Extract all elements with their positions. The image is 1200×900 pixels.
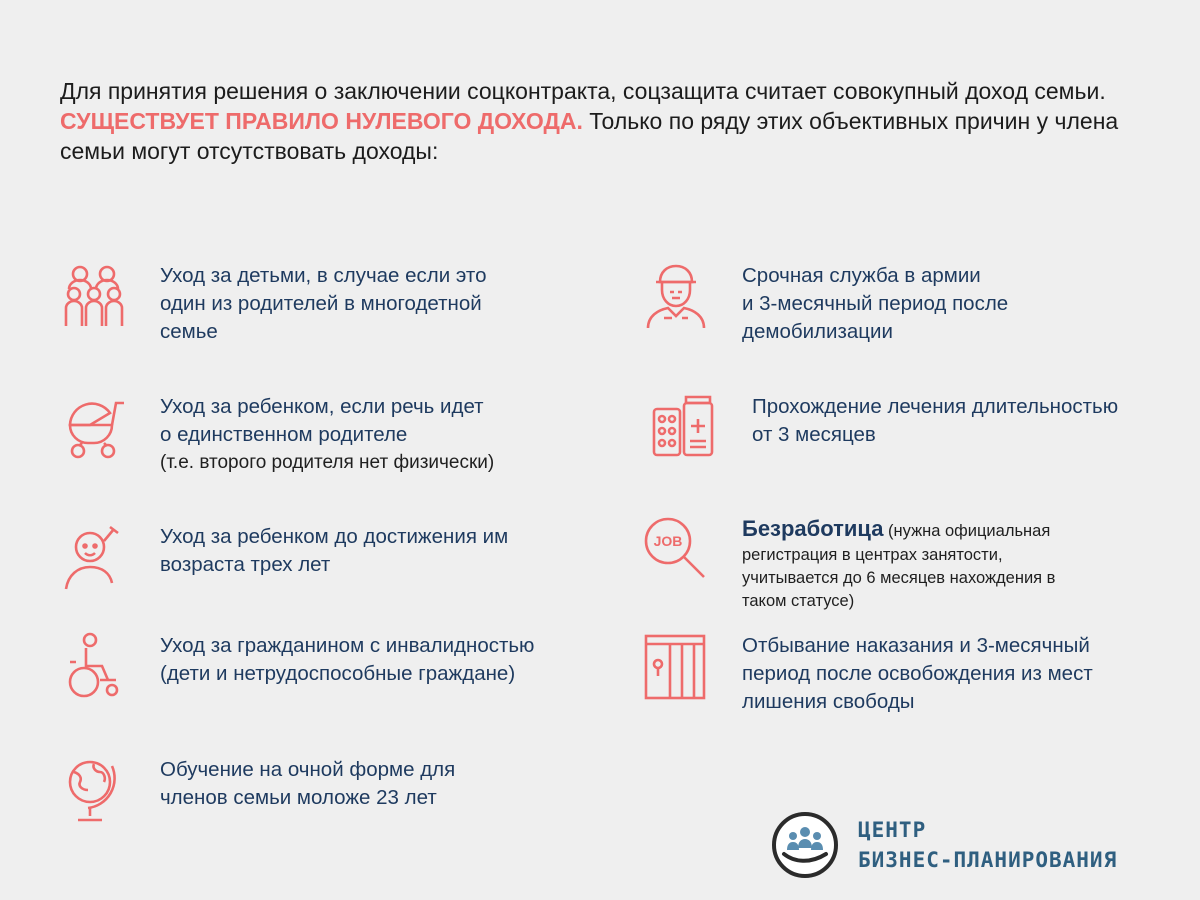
- reason-line: Уход за детьми, в случае если это: [160, 264, 487, 287]
- reason-line: Срочная служба в армии: [742, 264, 981, 287]
- unemployment-note: (нужна официальная: [883, 522, 1051, 540]
- logo-line1: ЦЕНТР: [858, 818, 927, 842]
- reason-line: Уход за ребенком до достижения им: [160, 525, 509, 548]
- intro-part2: Только по ряду этих объективных причин у члена семьи могут отсутствовать доходы:: [60, 108, 1119, 164]
- unemployment-title: Безработица: [742, 516, 884, 541]
- reason-note: (т.е. второго родителя нет физически): [160, 452, 495, 473]
- soldier-icon: [642, 262, 710, 330]
- medicine-icon: [650, 393, 718, 461]
- wheelchair-icon: [60, 632, 128, 700]
- unemployment-note: таком статусе): [742, 592, 855, 610]
- reason-line: период после освобождения из мест: [742, 662, 1093, 685]
- reason-line: демобилизации: [742, 320, 893, 343]
- family-icon: [60, 262, 128, 330]
- reason-line: Отбывание наказания и 3-месячный: [742, 634, 1090, 657]
- reason-line: Обучение на очной форме для: [160, 758, 456, 781]
- job-search-icon: [642, 515, 710, 583]
- reason-full-time-study: [60, 756, 455, 824]
- people-hand-icon: [772, 812, 838, 878]
- unemployment-note: регистрация в центрах занятости,: [742, 546, 1003, 564]
- svg-text:JOB: JOB: [653, 533, 683, 549]
- reason-line: и 3-месячный период после: [742, 292, 1009, 315]
- unemployment-note: учитывается до 6 месяцев нахождения в: [742, 569, 1056, 587]
- reason-imprisonment: [642, 632, 1093, 716]
- reason-line: один из родителей в многодетной: [160, 292, 482, 315]
- reason-line: лишения свободы: [742, 690, 915, 713]
- reason-medical-treatment: [650, 393, 1118, 461]
- prison-icon: [642, 632, 710, 700]
- reason-line: Прохождение лечения длительностью: [752, 395, 1119, 418]
- reason-single-parent: [60, 393, 494, 477]
- reason-army-service: [642, 262, 1008, 346]
- intro-part1: Для принятия решения о заключении соцконтракта, соцзащита считает совокупный доход семьи.: [60, 78, 1106, 104]
- reason-line: членов семьи моложе 23 лет: [160, 786, 437, 809]
- reason-line: семье: [160, 320, 218, 343]
- company-logo: [772, 812, 1117, 878]
- reason-line: о единственном родителе: [160, 423, 408, 446]
- reason-line: Уход за гражданином с инвалидностью: [160, 634, 535, 657]
- reason-line: (дети и нетрудоспособные граждане): [160, 662, 516, 685]
- logo-line2: БИЗНЕС-ПЛАНИРОВАНИЯ: [858, 848, 1118, 872]
- reason-line: от 3 месяцев: [752, 423, 876, 446]
- intro-highlight: СУЩЕСТВУЕТ ПРАВИЛО НУЛЕВОГО ДОХОДА.: [60, 108, 583, 134]
- child-icon: [60, 523, 128, 591]
- reason-unemployment: [642, 515, 1055, 613]
- reason-line: Уход за ребенком, если речь идет: [160, 395, 484, 418]
- stroller-icon: [60, 393, 128, 461]
- intro-text: [60, 76, 1150, 166]
- reason-disabled-care: [60, 632, 534, 700]
- reason-child-under-three: [60, 523, 508, 591]
- reason-childcare-large-family: [60, 262, 486, 346]
- globe-icon: [60, 756, 128, 824]
- reason-line: возраста трех лет: [160, 553, 331, 576]
